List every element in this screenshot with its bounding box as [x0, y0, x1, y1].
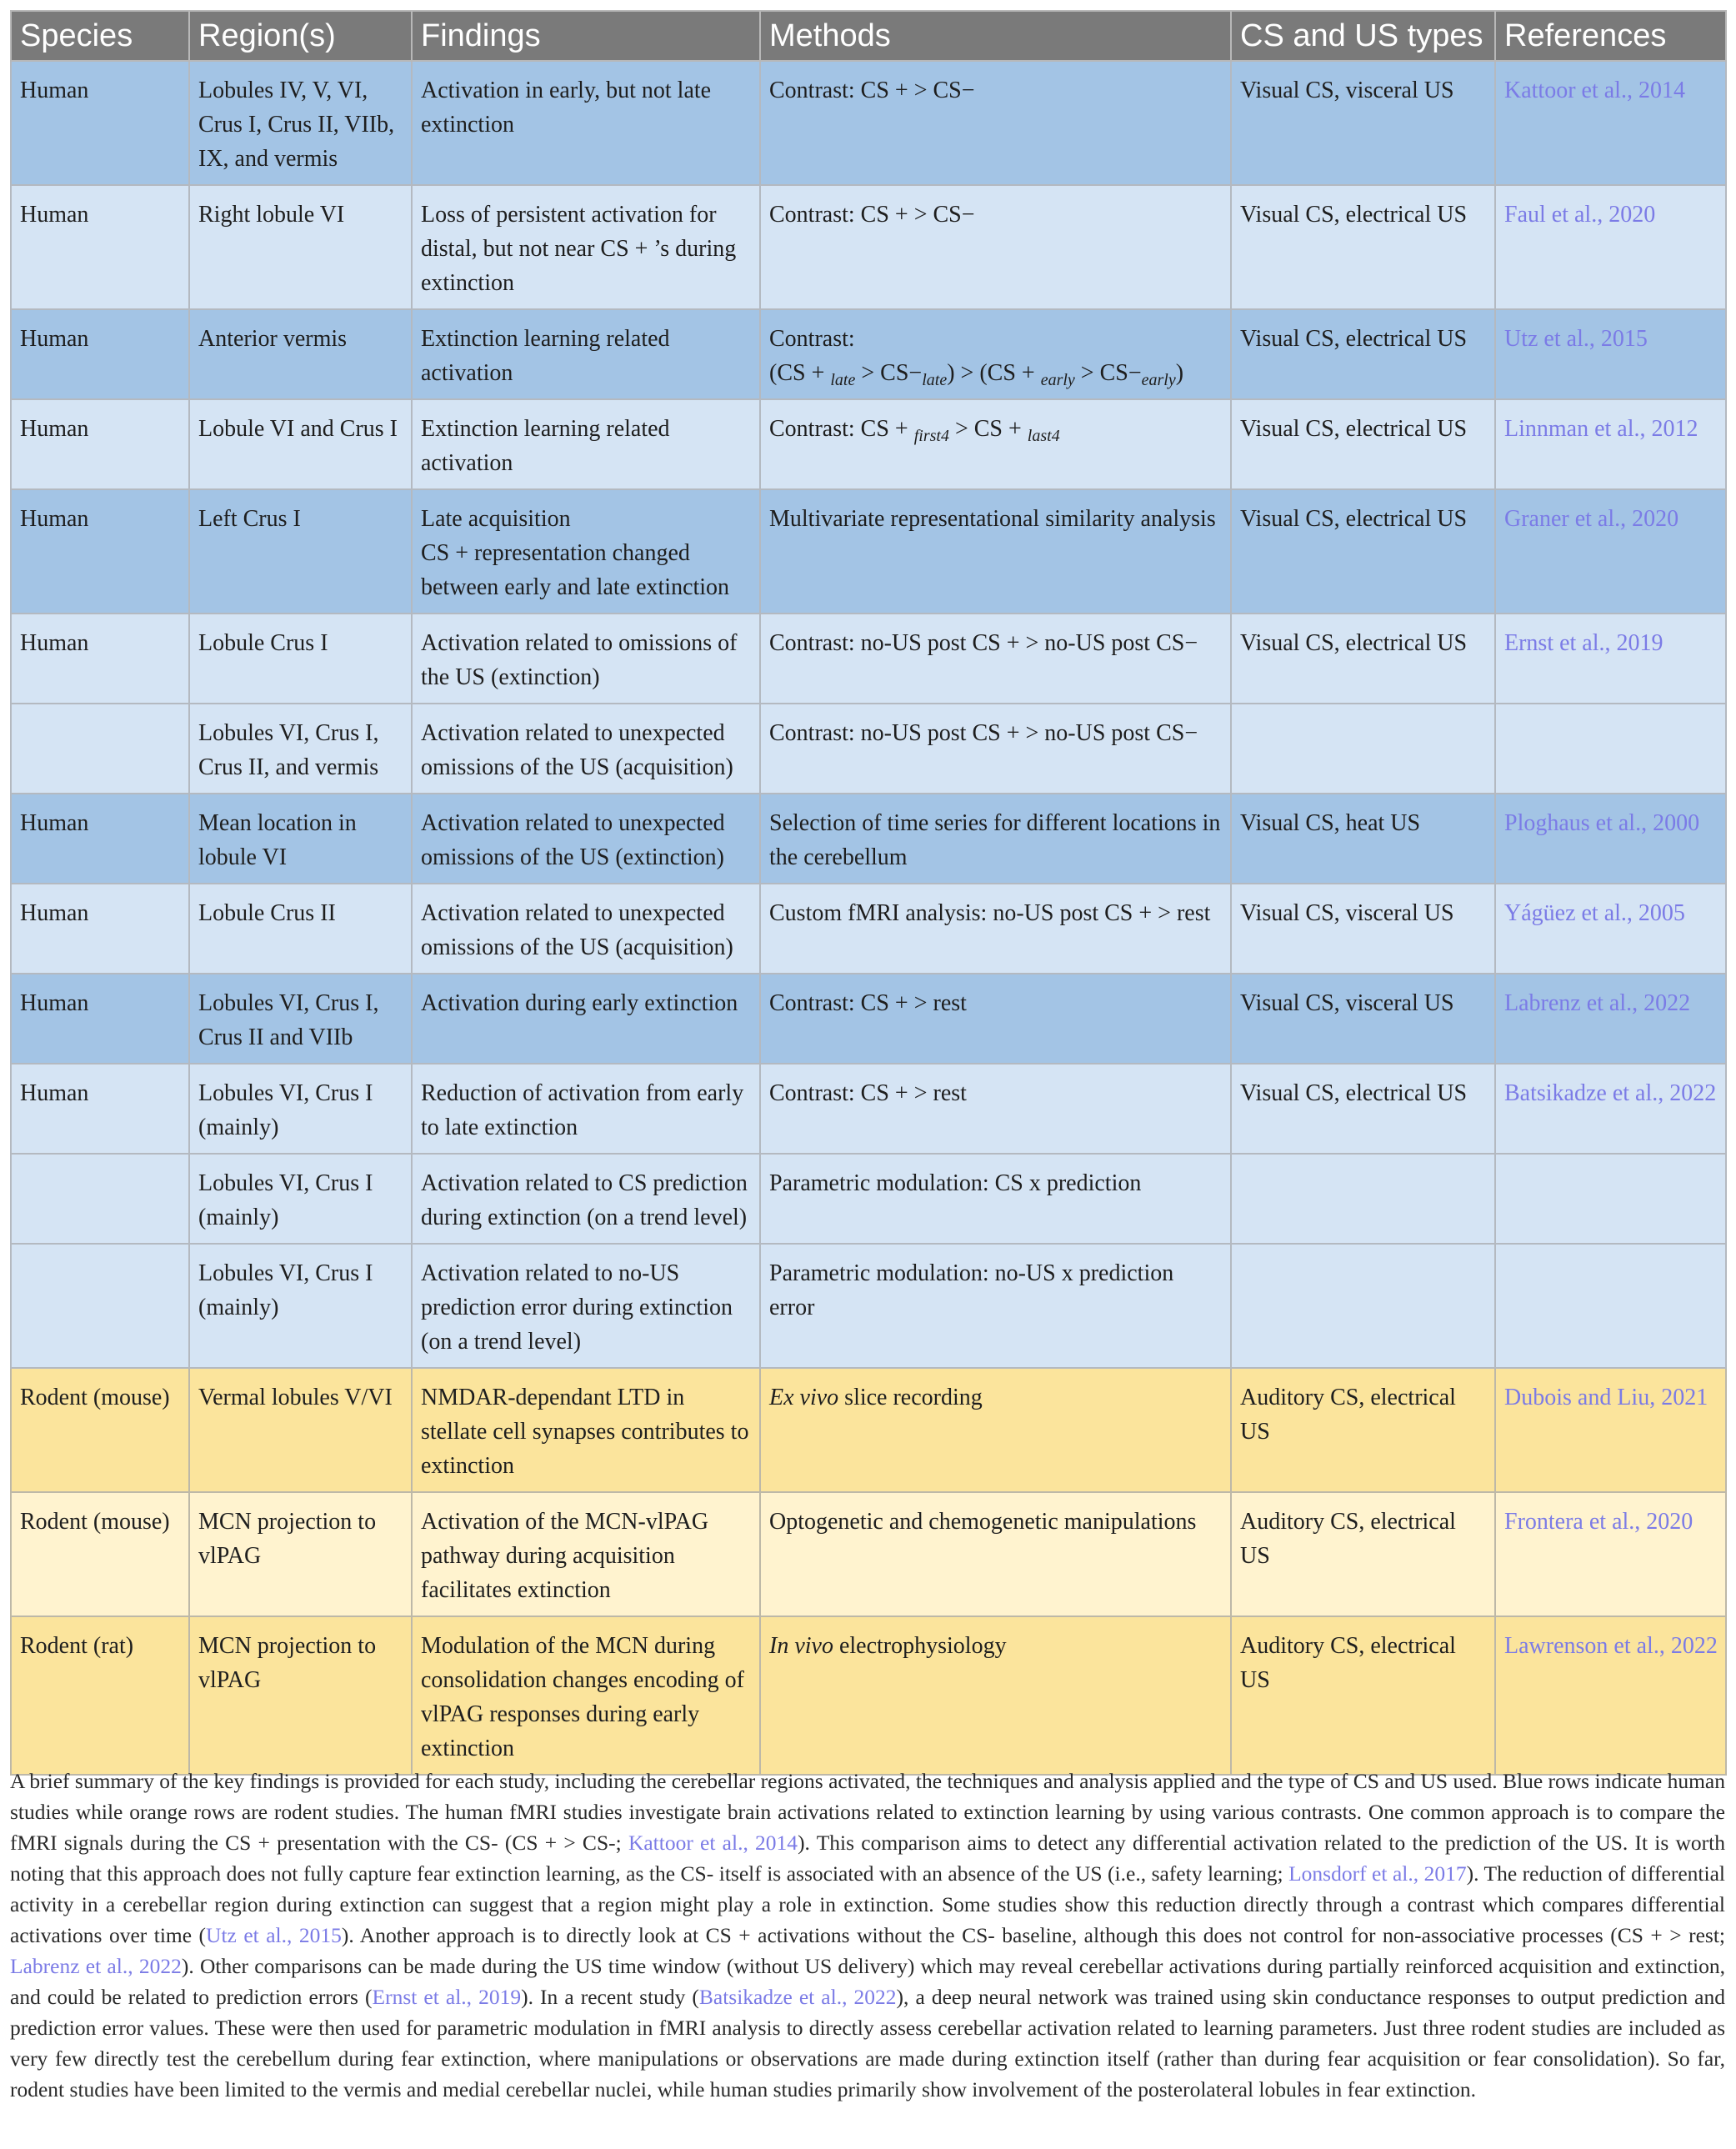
table-row [11, 1064, 1726, 1154]
region-cell: Lobules VI, Crus I (mainly) [189, 1064, 412, 1154]
caption-text: ). This comparison aims to detect any differential activation related to the prediction of the US. It is worth noting that this approach does not fully capture fear extinction learning, as the CS- itself is associated with an absence of the US (i.e., safety learning; [10, 1831, 1726, 1886]
species-cell: Rodent (rat) [11, 1616, 189, 1775]
methods-cell-line: Parametric modulation: CS x prediction [769, 1170, 1142, 1196]
table-row [11, 1154, 1726, 1244]
table-row [11, 309, 1726, 399]
cs-us-types-cell: Visual CS, visceral US [1231, 61, 1495, 185]
methods-cell [760, 794, 1231, 884]
species-cell: Human [11, 794, 189, 884]
methods-cell-line: Ex vivo slice recording [769, 1385, 983, 1410]
cs-us-types-cell: Auditory CS, electrical US [1231, 1368, 1495, 1492]
caption-text: ), a deep neural network was trained using skin conductance responses to output prediction and prediction error values. These were then used for parametric modulation in fMRI analysis to directly assess cerebellar activation related to learning parameters. Just three rodent studies are included as very few directly test the cerebellum during fear extinction, where manipulations or observations are made during extinction itself (rather than during fear acquisition or fear consolidation). So far, rodent studies have been limited to the vermis and medial cerebellar nuclei, while human studies primarily show involvement of the posterolateral lobules in fear extinction. [10, 1985, 1725, 2101]
region-cell: Lobule VI and Crus I [189, 399, 412, 489]
caption-text: ). Another approach is to directly look at CS + activations without the CS- baseline, although this does not control for non-associative processes (CS + > rest; [341, 1923, 1725, 1947]
reference-link[interactable]: Yágüez et al., 2005 [1504, 900, 1685, 926]
methods-cell-line: Contrast: CS + > rest [769, 1080, 967, 1106]
methods-cell-line: Optogenetic and chemogenetic manipulations [769, 1509, 1197, 1535]
reference-link[interactable]: Utz et al., 2015 [1504, 326, 1648, 352]
reference-cell[interactable] [1495, 614, 1726, 704]
table-row [11, 1368, 1726, 1492]
region-cell: Left Crus I [189, 489, 412, 614]
cs-us-types-cell: Visual CS, electrical US [1231, 185, 1495, 309]
table-row [11, 185, 1726, 309]
caption-reference-link[interactable]: Batsikadze et al., 2022 [698, 1985, 897, 2009]
species-cell: Human [11, 974, 189, 1064]
species-cell: Human [11, 309, 189, 399]
table-row [11, 704, 1726, 794]
region-cell: Right lobule VI [189, 185, 412, 309]
cs-us-types-cell: Visual CS, visceral US [1231, 974, 1495, 1064]
findings-cell: Activation during early extinction [412, 974, 760, 1064]
species-cell [11, 1244, 189, 1368]
reference-cell[interactable] [1495, 1492, 1726, 1616]
reference-cell[interactable] [1495, 489, 1726, 614]
reference-link[interactable]: Kattoor et al., 2014 [1504, 78, 1685, 103]
region-cell: Lobules VI, Crus I (mainly) [189, 1244, 412, 1368]
findings-cell-line: Late acquisition [421, 506, 571, 532]
methods-cell [760, 1244, 1231, 1368]
findings-cell: NMDAR-dependant LTD in stellate cell synapses contributes to extinction [412, 1368, 760, 1492]
reference-cell[interactable] [1495, 794, 1726, 884]
species-cell: Human [11, 185, 189, 309]
table-row [11, 489, 1726, 614]
findings-cell: Activation related to unexpected omissions of the US (acquisition) [412, 884, 760, 974]
region-cell: Mean location in lobule VI [189, 794, 412, 884]
table-row [11, 1616, 1726, 1775]
methods-cell-line: In vivo electrophysiology [769, 1633, 1007, 1659]
reference-cell[interactable] [1495, 974, 1726, 1064]
table-row [11, 614, 1726, 704]
caption-text: A brief summary of the key findings is provided for each study, including the cerebellar regions activated, the techniques and analysis applied and the type of CS and US used. Blue rows indicate human studies while orange rows are rodent studies. The human fMRI studies investigate brain activations related to extinction learning by using various contrasts. One common approach is to compare the fMRI signals during the CS + presentation with the CS- (CS + > CS-; [10, 1769, 1725, 1855]
reference-cell[interactable] [1495, 1064, 1726, 1154]
species-cell [11, 1154, 189, 1244]
reference-cell [1495, 1244, 1726, 1368]
methods-cell-line: Parametric modulation: no-US x prediction error [769, 1260, 1174, 1320]
cs-us-types-cell: Auditory CS, electrical US [1231, 1616, 1495, 1775]
reference-link[interactable]: Ploghaus et al., 2000 [1504, 810, 1700, 836]
methods-cell-line: Multivariate representational similarity analysis [769, 506, 1216, 532]
reference-link[interactable]: Faul et al., 2020 [1504, 202, 1656, 228]
methods-cell-line: Contrast: no-US post CS + > no-US post CS− [769, 720, 1198, 746]
cs-us-types-cell: Visual CS, electrical US [1231, 399, 1495, 489]
region-cell: Anterior vermis [189, 309, 412, 399]
methods-cell-line: Contrast: CS + $_{first4}$ > CS + $_{last4}$ [769, 416, 1060, 445]
table-row [11, 794, 1726, 884]
methods-cell [760, 614, 1231, 704]
methods-cell [760, 1492, 1231, 1616]
findings-cell: Loss of persistent activation for distal, but not near CS + ’s during extinction [412, 185, 760, 309]
table-body [11, 61, 1726, 1775]
table-header-row [11, 11, 1726, 61]
species-cell: Human [11, 61, 189, 185]
header-findings: Findings [412, 11, 760, 61]
reference-link[interactable]: Linnman et al., 2012 [1504, 416, 1698, 442]
reference-link[interactable]: Graner et al., 2020 [1504, 506, 1679, 532]
reference-link[interactable]: Ernst et al., 2019 [1504, 630, 1663, 656]
species-cell: Rodent (mouse) [11, 1368, 189, 1492]
findings-cell: Activation related to CS prediction during extinction (on a trend level) [412, 1154, 760, 1244]
reference-cell[interactable] [1495, 61, 1726, 185]
findings-cell: Activation related to unexpected omissions of the US (extinction) [412, 794, 760, 884]
findings-cell: Extinction learning related activation [412, 309, 760, 399]
findings-table [10, 10, 1727, 1776]
methods-cell [760, 185, 1231, 309]
region-cell: Lobules VI, Crus I, Crus II and VIIb [189, 974, 412, 1064]
header-regions: Region(s) [189, 11, 412, 61]
caption-reference-link[interactable]: Kattoor et al., 2014 [628, 1831, 798, 1855]
reference-cell[interactable] [1495, 399, 1726, 489]
cs-us-types-cell: Visual CS, visceral US [1231, 884, 1495, 974]
caption-reference-link[interactable]: Lonsdorf et al., 2017 [1288, 1861, 1467, 1886]
species-cell: Human [11, 399, 189, 489]
methods-cell [760, 1616, 1231, 1775]
findings-cell: Reduction of activation from early to late extinction [412, 1064, 760, 1154]
methods-cell [760, 884, 1231, 974]
findings-cell: Activation related to unexpected omissions of the US (acquisition) [412, 704, 760, 794]
cs-us-types-cell: Visual CS, heat US [1231, 794, 1495, 884]
findings-cell [412, 489, 760, 614]
methods-cell-line: Contrast: [769, 326, 855, 352]
findings-cell-line: CS + representation changed between early and late extinction [421, 540, 730, 600]
reference-cell[interactable] [1495, 1616, 1726, 1775]
findings-cell: Activation of the MCN-vlPAG pathway during acquisition facilitates extinction [412, 1492, 760, 1616]
table-row [11, 884, 1726, 974]
methods-cell [760, 1368, 1231, 1492]
reference-link[interactable]: Frontera et al., 2020 [1504, 1509, 1693, 1535]
species-cell [11, 704, 189, 794]
caption-reference-link[interactable]: Ernst et al., 2019 [372, 1985, 522, 2009]
findings-cell: Modulation of the MCN during consolidation changes encoding of vlPAG responses during early extinction [412, 1616, 760, 1775]
caption-text: ). In a recent study ( [521, 1985, 699, 2009]
cs-us-types-cell: Auditory CS, electrical US [1231, 1492, 1495, 1616]
region-cell: MCN projection to vlPAG [189, 1492, 412, 1616]
methods-cell [760, 399, 1231, 489]
header-methods: Methods [760, 11, 1231, 61]
methods-cell-line: Contrast: CS + > CS− [769, 78, 975, 103]
findings-cell: Extinction learning related activation [412, 399, 760, 489]
reference-cell [1495, 1154, 1726, 1244]
reference-cell[interactable] [1495, 185, 1726, 309]
caption-text: ). The reduction of differential activity in a cerebellar region during extinction can suggest that a region might play a role in extinction. Some studies show this reduction directly through a contrast which compares differential activations over time ( [10, 1861, 1725, 1947]
table-row [11, 61, 1726, 185]
species-cell: Human [11, 489, 189, 614]
reference-cell[interactable] [1495, 884, 1726, 974]
species-cell: Human [11, 614, 189, 704]
caption-reference-link[interactable]: Labrenz et al., 2022 [10, 1954, 182, 1978]
region-cell: Lobules IV, V, VI, Crus I, Crus II, VIIb, IX, and vermis [189, 61, 412, 185]
methods-cell [760, 489, 1231, 614]
species-cell: Human [11, 884, 189, 974]
methods-cell [760, 1154, 1231, 1244]
methods-cell-line: Contrast: CS + > rest [769, 990, 967, 1016]
cs-us-types-cell: Visual CS, electrical US [1231, 1064, 1495, 1154]
table-row [11, 1244, 1726, 1368]
reference-cell [1495, 704, 1726, 794]
region-cell: Lobules VI, Crus I (mainly) [189, 1154, 412, 1244]
methods-cell-line: Selection of time series for different locations in the cerebellum [769, 810, 1221, 870]
species-cell: Rodent (mouse) [11, 1492, 189, 1616]
region-cell: MCN projection to vlPAG [189, 1616, 412, 1775]
table-row [11, 974, 1726, 1064]
findings-cell: Activation in early, but not late extinction [412, 61, 760, 185]
table-row [11, 1492, 1726, 1616]
reference-cell[interactable] [1495, 1368, 1726, 1492]
cs-us-types-cell [1231, 1154, 1495, 1244]
table-row [11, 399, 1726, 489]
region-cell: Lobule Crus I [189, 614, 412, 704]
caption-text: ). Other comparisons can be made during the US time window (without US delivery) which may reveal cerebellar activations during partially reinforced acquisition and extinction, and could be related to prediction errors ( [10, 1954, 1725, 2009]
methods-cell-line: $(CS + _{late} > CS-_{late}) > (CS + _{early} > CS-_{early})$ [769, 360, 1184, 389]
species-cell: Human [11, 1064, 189, 1154]
cs-us-types-cell: Visual CS, electrical US [1231, 489, 1495, 614]
table-header [11, 11, 1726, 61]
caption-reference-link[interactable]: Utz et al., 2015 [206, 1923, 342, 1947]
header-cs-us-types: CS and US types [1231, 11, 1495, 61]
methods-cell [760, 1064, 1231, 1154]
table-caption [10, 1766, 1725, 2105]
cs-us-types-cell: Visual CS, electrical US [1231, 614, 1495, 704]
methods-cell [760, 309, 1231, 399]
cs-us-types-cell [1231, 704, 1495, 794]
findings-cell: Activation related to omissions of the US (extinction) [412, 614, 760, 704]
header-references: References [1495, 11, 1726, 61]
methods-cell [760, 704, 1231, 794]
methods-cell-line: Contrast: no-US post CS + > no-US post CS− [769, 630, 1198, 656]
methods-cell-line: Contrast: CS + > CS− [769, 202, 975, 228]
findings-cell: Activation related to no-US prediction error during extinction (on a trend level) [412, 1244, 760, 1368]
cs-us-types-cell [1231, 1244, 1495, 1368]
region-cell: Vermal lobules V/VI [189, 1368, 412, 1492]
region-cell: Lobules VI, Crus I, Crus II, and vermis [189, 704, 412, 794]
reference-link[interactable]: Lawrenson et al., 2022 [1504, 1633, 1718, 1659]
region-cell: Lobule Crus II [189, 884, 412, 974]
reference-cell[interactable] [1495, 309, 1726, 399]
methods-cell [760, 974, 1231, 1064]
reference-link[interactable]: Dubois and Liu, 2021 [1504, 1385, 1708, 1410]
reference-link[interactable]: Batsikadze et al., 2022 [1504, 1080, 1717, 1106]
methods-cell-line: Custom fMRI analysis: no-US post CS + > rest [769, 900, 1211, 926]
cs-us-types-cell: Visual CS, electrical US [1231, 309, 1495, 399]
methods-cell [760, 61, 1231, 185]
header-species: Species [11, 11, 189, 61]
reference-link[interactable]: Labrenz et al., 2022 [1504, 990, 1691, 1016]
